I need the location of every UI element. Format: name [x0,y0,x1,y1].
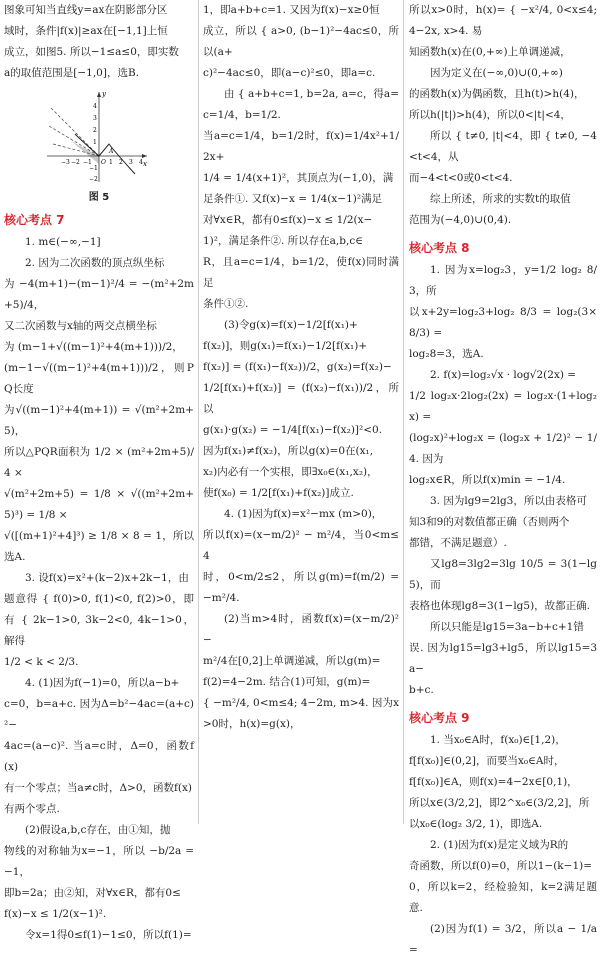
figure-caption: 图 5 [88,192,110,203]
y-tick: 4 [93,103,97,110]
text-line: g(x₁)·g(x₂) = −1/4[f(x₁)−f(x₂)]²<0. [203,424,383,436]
section-heading: 核心考点 7 [4,213,65,227]
text-line: 物线的对称轴为x=−1，所以 −b/2a = −1， [4,845,194,878]
text-line: 成立，所以 { a>0, (b−1)²−4ac≤0，所以(a+ [203,25,399,58]
text-line: 成立，如图5. 所以−1≤a≤0，即实数 [4,46,179,58]
text-line: 1. 当x₀∈A时，f(x₀)∈[1,2)， [430,734,566,746]
text-line: 使f(x₀) = 1/2[f(x₁)+f(x₂)]成立. [203,487,354,499]
text-line: 3. 因为lg9=2lg3，所以由表格可 [430,495,587,507]
text-line: 1/2 < k < 2/3. [4,656,79,668]
origin-label: O [101,159,106,166]
figure-5-graph [43,86,155,186]
text-line: √(m²+2m+5) = 1/8 × √((m²+2m+5)³) = 1/8 × [4,488,194,521]
text-line: 时，0<m/2≤2，所以g(m)=f(m/2) = −m²/4. [203,571,399,604]
text-line: 1. 因为x=log₂3，y=1/2 log₂ 8/3，所 [409,264,597,297]
x-tick: −2 [71,159,80,166]
x-axis-arrow [142,154,147,158]
text-line: 因为定义在(−∞,0)∪(0,+∞) [430,67,563,79]
text-line: 1. m∈(−∞,−1] [25,236,101,248]
text-line: a的取值范围是[−1,0]，选B. [4,67,140,79]
x-axis-label: x [143,160,147,168]
y-axis-arrow [97,92,101,97]
y-tick: 1 [93,139,97,146]
y-axis-label: y [102,90,106,98]
x-tick: 4 [139,159,143,166]
dashed-line [49,126,99,156]
text-line: 知函数h(x)在(0,+∞)上单调递减， [409,46,571,58]
text-line: (log₂x)²+log₂x = (log₂x + 1/2)² − 1/4. 因为 [409,432,597,465]
y-tick: 2 [93,127,97,134]
x-tick: 2 [119,159,123,166]
text-line: 足条件①. 又f(x)−x = 1/4(x−1)²满足 [203,193,383,205]
text-line: 奇函数，所以f(0)=0，所以1−(k−1)= [409,860,593,872]
text-line: 令x=1得0≤f(1)−1≤0，所以f(1)= [25,929,192,941]
text-line: 又二次函数与x轴的两交点横坐标 [4,320,157,332]
text-line: 1/2 log₂x·2log₂(2x) = log₂x·(1+log₂x) = [409,390,597,423]
dashed-line [51,108,99,156]
text-line: c=0，b=a+c. 因为Δ=b²−4ac=(a+c)²− [4,698,194,731]
text-line: 范围为(−4,0)∪(0,4). [409,214,512,226]
text-line: f(x)−x ≤ 1/2(x−1)². [4,908,107,920]
text-line: 为 −4(m+1)−(m−1)²/4 = −(m²+2m+5)/4， [4,278,194,311]
text-line: log₂x∈R，所以f(x)min = −1/4. [409,474,566,486]
text-line: 域时，条件|f(x)|≥ax在[−1,1]上恒 [4,25,168,37]
text-line: m²/4在[0,2]上单调递减，所以g(m)= [203,655,381,667]
x-tick: 3 [129,159,133,166]
text-line: 误. 因为lg15=lg3+lg5，所以lg15=3a− [409,642,597,675]
text-line: 4. (1)因为f(x)=x²−mx (m>0)， [224,508,383,520]
text-line: R，且a=c=1/4，b=1/2，使f(x)同时满足 [203,256,399,289]
text-line: √([(m+1)²+4]³) ≥ 1/8 × 8 = 1，所以选A. [4,530,194,563]
text-line: f(x₂)]，则g(x₁)=f(x₁)−1/2[f(x₁)+ [203,340,368,352]
text-line: 图象可知当直线y=ax在阴影部分区 [4,4,168,16]
text-line: b+c. [409,684,434,696]
text-line: (m−1−√((m−1)²+4(m+1)))/2，则PQ长度 [4,362,194,395]
text-line: f(2)=4−2m. 结合(1)可知，g(m)= [203,676,371,688]
text-line: 由 { a+b+c=1, b=2a, a=c，得a=c=1/4，b=1/2. [203,88,399,121]
x-tick: −3 [61,159,70,166]
text-line: (2)因为f(1) = 3/2，所以a − 1/a = [409,923,597,956]
text-line: 所以 { t≠0, |t|<4，即 { t≠0, −4<t<4，从 [409,130,597,163]
point-a-label: A [109,148,114,155]
text-line: 当a=c=1/4，b=1/2时，f(x)=1/4x²+1/2x+ [203,130,399,163]
text-line: 所以x>0时，h(x)= { −x²/4, 0<x≤4; 4−2x, x>4. 易 [409,4,597,37]
x-tick: −1 [83,159,92,166]
text-line: 对∀x∈R，都有0≤f(x)−x ≤ 1/2(x− [203,214,373,226]
text-line: 1，即a+b+c=1. 又因为f(x)−x≥0恒 [203,4,380,16]
function-curve [75,134,135,174]
section-heading: 核心考点 8 [409,241,470,255]
text-line: 2. (1)因为f(x)是定义域为R的 [430,839,569,851]
text-line: 1/2[f(x₁)+f(x₂)] = (f(x₂)−f(x₁))/2，所以 [203,382,399,415]
text-line: log₂8=3，选A. [409,348,484,360]
column-divider [403,0,404,824]
text-line: 有两个零点. [4,803,60,815]
text-line: 所以x∈(3/2,2]，即2^x₀∈(3/2,2]，所 [409,797,590,809]
y-tick: −2 [89,176,98,183]
text-line: 以x₀∈(log₂ 3/2, 1)，即选A. [409,818,543,830]
text-line: (3)令g(x)=f(x)−1/2[f(x₁)+ [224,319,358,331]
text-line: 知3和9的对数值都正确（否则两个 [409,516,570,528]
text-line: 所以f(x)=(x−m/2)² − m²/4，当0<m≤4 [203,529,399,562]
text-line: 条件①②. [203,298,249,310]
text-line: 所以△PQR面积为 1/2 × (m²+2m+5)/4 × [4,446,194,479]
y-tick: −1 [89,165,98,172]
text-line: 2. 因为二次函数的顶点纵坐标 [25,257,165,269]
text-line: 而−4<t<0或0<t<4. [409,172,513,184]
text-line: 的函数h(x)为偶函数，且h(t)>h(4)， [409,88,585,100]
text-line: 0，所以k=2，经检验知，k=2满足题意. [409,881,597,914]
text-line: 3. 设f(x)=x²+(k−2)x+2k−1，由 [25,572,189,584]
text-line: 1)²，满足条件②. 所以存在a,b,c∈ [203,235,363,247]
text-line: 有一个零点；当a≠c时，Δ>0，函数f(x) [4,782,192,794]
text-line: 因为f(x₁)≠f(x₂)，所以g(x)=0在(x₁, [203,445,374,457]
text-line: x₂)内必有一个实根，即∃x₀∈(x₁,x₂)， [203,466,378,478]
y-tick: 3 [93,115,97,122]
section-heading: 核心考点 9 [409,711,470,725]
text-line: 题意得 { f(0)>0, f(1)<0, f(2)>0，即有 { 2k−1>0, 3k−2<0, 4k−1>0，解得 [4,593,194,647]
text-line: 所以h(|t|)>h(4)，所以0<|t|<4， [409,109,571,121]
x-tick: 1 [109,159,113,166]
text-line: 表格也体现lg8=3(1−lg5)，故都正确. [409,600,591,612]
text-line: 又lg8=3lg2=3lg 10/5 = 3(1−lg5)，而 [409,558,597,591]
text-line: (2)当m>4时，函数f(x)=(x−m/2)²− [203,613,399,646]
text-line: 4ac=(a−c)². 当a=c时，Δ=0，函数f(x) [4,740,194,773]
text-line: 以x+2y=log₂3+log₂ 8/3 = log₂(3×8/3) = [409,306,597,339]
column-middle [203,0,399,824]
text-line: f[f(x₀)]∈(0,2]，而要当x₀∈A时， [409,755,565,767]
text-line: { −m²/4, 0<m≤4; 4−2m, m>4. 因为x>0时，h(x)=g(x)， [203,697,399,730]
text-line: c)²−4ac≤0，即(a−c)²≤0，即a=c. [203,67,376,79]
text-line: 2. f(x)=log₂√x · log√2(2x) = [430,369,577,381]
text-line: 都错，不满足题意）. [409,537,507,549]
column-left [4,0,194,941]
text-line: 综上所述，所求的实数t的取值 [430,193,571,205]
text-line: 所以只能是lg15=3a−b+c+1错 [430,621,584,633]
column-divider [198,0,199,824]
text-line: f[f(x₀)]∈A，则f(x)=4−2x∈[0,1)， [409,776,578,788]
text-line: 为√((m−1)²+4(m+1)) = √(m²+2m+5)， [4,404,194,437]
text-line: f(x₂)] = (f(x₁)−f(x₂))/2，g(x₂)=f(x₂)− [203,361,392,373]
text-line: 为 (m−1+√((m−1)²+4(m+1)))/2， [4,341,183,353]
text-line: (2)假设a,b,c存在，由①知，抛 [25,824,171,836]
text-line: 4. (1)因为f(−1)=0，所以a−b+ [25,677,180,689]
column-right [409,0,597,956]
text-line: 即b=2a；由②知，对∀x∈R，都有0≤ [4,887,181,899]
text-line: 1/4 = 1/4(x+1)²，其顶点为(−1,0)，满 [203,172,394,184]
